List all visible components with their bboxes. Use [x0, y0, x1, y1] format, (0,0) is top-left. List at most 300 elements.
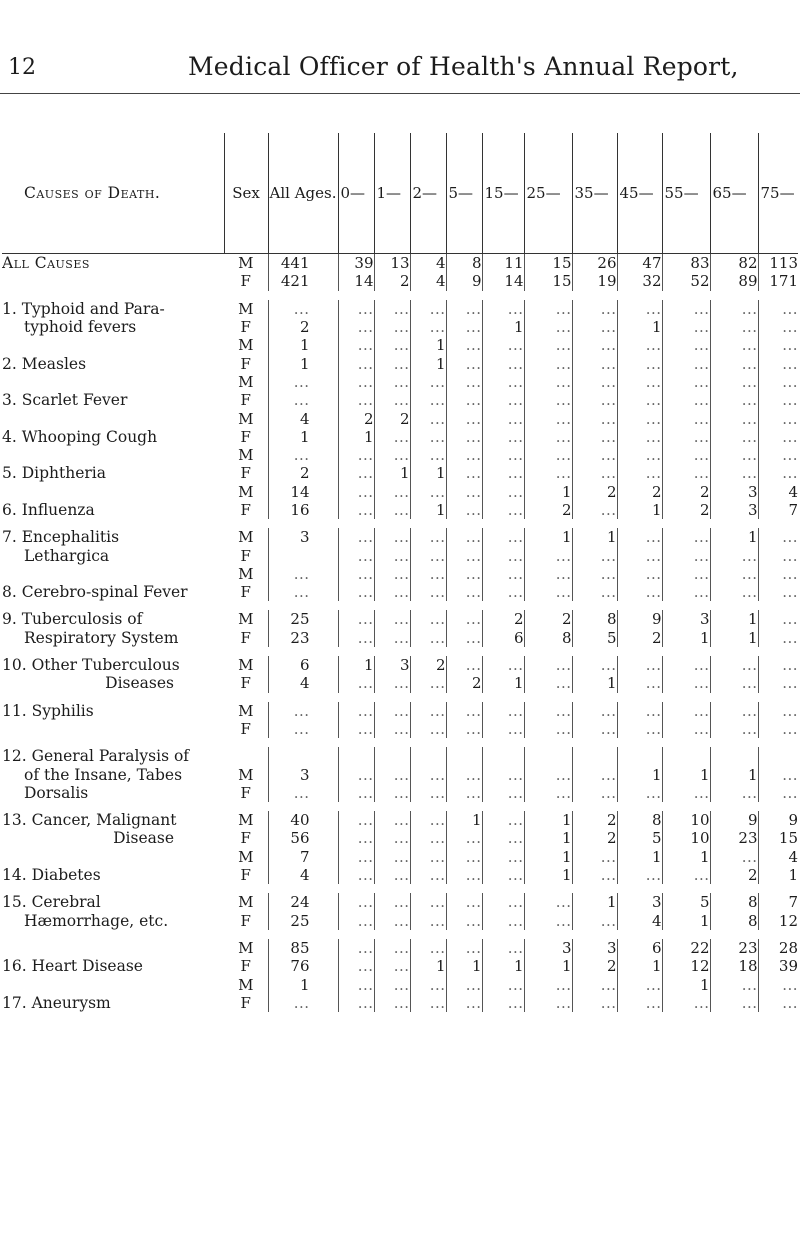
- cause-name: 15. Cerebral: [2, 893, 101, 912]
- age-group-cell: 1: [446, 957, 482, 975]
- age-group-cell: 1: [617, 765, 662, 783]
- age-group-cell: ...: [710, 336, 758, 354]
- age-group-cell: ...: [710, 300, 758, 318]
- age-group-cell: 2: [482, 610, 524, 628]
- age-group-cell: ...: [482, 702, 524, 720]
- age-group-cell: ...: [524, 975, 572, 993]
- age-group-cell: ...: [482, 866, 524, 884]
- sex-cell: F: [240, 783, 251, 802]
- table-row: [2, 409, 798, 427]
- table-row: [2, 354, 798, 372]
- all-ages-cell: 2: [268, 464, 338, 482]
- age-group-cell: 1: [662, 848, 710, 866]
- age-group-cell: ...: [338, 848, 374, 866]
- age-group-cell: 18: [710, 957, 758, 975]
- age-group-cell: ...: [338, 546, 374, 564]
- age-group-cell: ...: [572, 300, 617, 318]
- age-group-cell: 5: [662, 893, 710, 911]
- age-group-cell: 1: [374, 464, 410, 482]
- table-row: [2, 318, 798, 336]
- age-group-cell: 1: [572, 893, 617, 911]
- age-group-cell: ...: [410, 975, 446, 993]
- age-group-cell: ...: [572, 866, 617, 884]
- age-group-cell: ...: [662, 702, 710, 720]
- age-group-cell: ...: [662, 409, 710, 427]
- age-group-cell: ...: [338, 610, 374, 628]
- age-group-cell: 9: [617, 610, 662, 628]
- all-ages-cell: 76: [268, 957, 338, 975]
- age-group-cell: ...: [338, 336, 374, 354]
- spacer-cell: [2, 291, 798, 300]
- age-group-cell: ...: [338, 354, 374, 372]
- header-age-0: 0—: [338, 133, 374, 254]
- table-row: [2, 866, 798, 884]
- age-group-cell: ...: [524, 583, 572, 601]
- age-group-cell: [524, 747, 572, 765]
- sex-cell: F: [240, 546, 251, 565]
- age-group-cell: ...: [572, 975, 617, 993]
- table-row: [2, 629, 798, 647]
- age-group-cell: [338, 747, 374, 765]
- cause-name: [2, 373, 224, 391]
- header-age-65: 65—: [710, 133, 758, 254]
- age-group-cell: ...: [338, 464, 374, 482]
- age-group-cell: ...: [482, 336, 524, 354]
- all-ages-cell: 1: [268, 354, 338, 372]
- header-cause: Causes of Death.: [2, 133, 224, 254]
- age-group-cell: ...: [482, 446, 524, 464]
- age-group-cell: ...: [758, 318, 798, 336]
- age-group-cell: ...: [710, 975, 758, 993]
- age-group-cell: ...: [758, 354, 798, 372]
- age-group-cell: ...: [338, 629, 374, 647]
- age-group-cell: ...: [446, 546, 482, 564]
- age-group-cell: ...: [572, 546, 617, 564]
- cause-name: 13. Cancer, Malignant: [2, 811, 177, 830]
- table-row: [2, 829, 798, 847]
- age-group-cell: ...: [446, 336, 482, 354]
- age-group-cell: ...: [374, 354, 410, 372]
- age-group-cell: ...: [482, 300, 524, 318]
- all-ages-cell: 1: [268, 336, 338, 354]
- cause-name: [2, 939, 224, 957]
- age-group-cell: 3: [524, 939, 572, 957]
- sex-cell: F: [240, 583, 251, 602]
- age-group-cell: ...: [374, 702, 410, 720]
- all-ages-cell: 3: [268, 765, 338, 783]
- age-group-cell: ...: [482, 428, 524, 446]
- age-group-cell: ...: [662, 464, 710, 482]
- age-group-cell: ...: [374, 446, 410, 464]
- age-group-cell: ...: [446, 428, 482, 446]
- age-group-cell: ...: [617, 565, 662, 583]
- age-group-cell: ...: [446, 300, 482, 318]
- age-group-cell: ...: [374, 939, 410, 957]
- age-group-cell: 5: [572, 629, 617, 647]
- age-group-cell: [572, 747, 617, 765]
- age-group-cell: ...: [662, 565, 710, 583]
- table-row: [2, 811, 798, 829]
- all-ages-cell: 6: [268, 656, 338, 674]
- cause-name: [2, 446, 224, 464]
- age-group-cell: ...: [374, 391, 410, 409]
- age-group-cell: ...: [410, 409, 446, 427]
- all-ages-cell: ...: [268, 565, 338, 583]
- age-group-cell: ...: [524, 674, 572, 692]
- sex-cell: M: [238, 765, 254, 784]
- age-group-cell: 4: [410, 272, 446, 290]
- age-group-cell: ...: [572, 720, 617, 738]
- cause-name: of the Insane, Tabes: [24, 765, 183, 784]
- sex-cell: F: [240, 354, 251, 373]
- header-age-55: 55—: [662, 133, 710, 254]
- age-group-cell: 8: [617, 811, 662, 829]
- age-group-cell: ...: [662, 354, 710, 372]
- spacer-row: [2, 802, 798, 811]
- age-group-cell: ...: [374, 546, 410, 564]
- age-group-cell: 22: [662, 939, 710, 957]
- age-group-cell: ...: [662, 318, 710, 336]
- all-ages-cell: 40: [268, 811, 338, 829]
- age-group-cell: ...: [446, 720, 482, 738]
- age-group-cell: ...: [758, 702, 798, 720]
- age-group-cell: ...: [617, 994, 662, 1012]
- sex-cell: M: [238, 409, 254, 428]
- table-row: [2, 300, 798, 318]
- age-group-cell: ...: [662, 720, 710, 738]
- age-group-cell: ...: [410, 912, 446, 930]
- table-row: [2, 464, 798, 482]
- table-row: [2, 546, 798, 564]
- cause-name: 2. Measles: [2, 354, 87, 373]
- age-group-cell: ...: [338, 829, 374, 847]
- cause-name: Respiratory System: [24, 628, 179, 647]
- age-group-cell: ...: [662, 391, 710, 409]
- age-group-cell: ...: [446, 409, 482, 427]
- age-group-cell: ...: [710, 656, 758, 674]
- spacer-cell: [2, 601, 798, 610]
- sex-cell: F: [240, 318, 251, 337]
- age-group-cell: ...: [572, 912, 617, 930]
- age-group-cell: 26: [572, 254, 617, 273]
- all-ages-cell: 2: [268, 318, 338, 336]
- age-group-cell: ...: [482, 720, 524, 738]
- age-group-cell: ...: [710, 409, 758, 427]
- age-group-cell: 12: [758, 912, 798, 930]
- age-group-cell: 1: [662, 765, 710, 783]
- age-group-cell: 1: [410, 354, 446, 372]
- cause-name: All Causes: [2, 254, 90, 273]
- sex-cell: F: [240, 719, 251, 738]
- sex-cell: M: [238, 254, 254, 273]
- age-group-cell: 1: [710, 528, 758, 546]
- age-group-cell: ...: [446, 848, 482, 866]
- age-group-cell: ...: [572, 336, 617, 354]
- age-group-cell: ...: [446, 528, 482, 546]
- table-row: [2, 848, 798, 866]
- sex-cell: F: [240, 993, 251, 1012]
- age-group-cell: ...: [374, 975, 410, 993]
- age-group-cell: ...: [482, 483, 524, 501]
- age-group-cell: 12: [662, 957, 710, 975]
- table-row: [2, 272, 798, 290]
- age-group-cell: ...: [572, 464, 617, 482]
- all-ages-cell: 24: [268, 893, 338, 911]
- sex-cell: M: [238, 564, 254, 583]
- age-group-cell: ...: [410, 939, 446, 957]
- age-group-cell: ...: [338, 528, 374, 546]
- age-group-cell: ...: [446, 464, 482, 482]
- cause-name: 3. Scarlet Fever: [2, 391, 128, 410]
- age-group-cell: ...: [572, 391, 617, 409]
- age-group-cell: ...: [710, 318, 758, 336]
- sex-cell: F: [240, 829, 251, 848]
- age-group-cell: 1: [710, 765, 758, 783]
- age-group-cell: ...: [482, 848, 524, 866]
- age-group-cell: ...: [338, 565, 374, 583]
- age-group-cell: ...: [758, 994, 798, 1012]
- age-group-cell: 1: [482, 318, 524, 336]
- age-group-cell: ...: [482, 765, 524, 783]
- age-group-cell: 2: [374, 272, 410, 290]
- age-group-cell: 2: [524, 501, 572, 519]
- age-group-cell: ...: [572, 583, 617, 601]
- age-group-cell: ...: [662, 300, 710, 318]
- age-group-cell: 2: [524, 610, 572, 628]
- age-group-cell: ...: [374, 674, 410, 692]
- age-group-cell: ...: [338, 994, 374, 1012]
- sex-cell: M: [238, 701, 254, 720]
- age-group-cell: 82: [710, 254, 758, 273]
- age-group-cell: ...: [482, 354, 524, 372]
- age-group-cell: ...: [446, 446, 482, 464]
- age-group-cell: ...: [662, 428, 710, 446]
- age-group-cell: ...: [710, 583, 758, 601]
- spacer-cell: [2, 738, 798, 747]
- sex-cell: M: [238, 656, 254, 675]
- age-group-cell: ...: [374, 318, 410, 336]
- age-group-cell: 14: [482, 272, 524, 290]
- cause-name: [2, 975, 224, 993]
- table-row: [2, 483, 798, 501]
- header-age-2: 2—: [410, 133, 446, 254]
- age-group-cell: 39: [338, 254, 374, 273]
- age-group-cell: ...: [482, 546, 524, 564]
- age-group-cell: 1: [338, 656, 374, 674]
- age-group-cell: ...: [374, 866, 410, 884]
- age-group-cell: ...: [617, 784, 662, 802]
- age-group-cell: 23: [710, 939, 758, 957]
- spacer-row: [2, 601, 798, 610]
- sex-cell: F: [240, 866, 251, 885]
- age-group-cell: 1: [662, 629, 710, 647]
- cause-name: [2, 272, 224, 290]
- age-group-cell: 1: [524, 811, 572, 829]
- all-ages-cell: 25: [268, 912, 338, 930]
- age-group-cell: ...: [374, 373, 410, 391]
- age-group-cell: ...: [410, 893, 446, 911]
- age-group-cell: ...: [617, 528, 662, 546]
- age-group-cell: ...: [446, 373, 482, 391]
- age-group-cell: ...: [446, 765, 482, 783]
- table-body: [2, 254, 798, 1012]
- table-row: [2, 501, 798, 519]
- age-group-cell: ...: [524, 565, 572, 583]
- age-group-cell: 3: [617, 893, 662, 911]
- age-group-cell: ...: [446, 893, 482, 911]
- age-group-cell: ...: [662, 583, 710, 601]
- age-group-cell: 15: [524, 272, 572, 290]
- cause-name: [2, 409, 224, 427]
- age-group-cell: ...: [338, 391, 374, 409]
- age-group-cell: ...: [410, 866, 446, 884]
- age-group-cell: 28: [758, 939, 798, 957]
- age-group-cell: ...: [710, 464, 758, 482]
- age-group-cell: ...: [446, 391, 482, 409]
- header-age-75: 75—: [758, 133, 798, 254]
- age-group-cell: ...: [617, 546, 662, 564]
- age-group-cell: ...: [710, 784, 758, 802]
- sex-cell: M: [238, 528, 254, 547]
- all-ages-cell: 421: [268, 272, 338, 290]
- age-group-cell: 1: [572, 528, 617, 546]
- age-group-cell: ...: [446, 318, 482, 336]
- age-group-cell: ...: [482, 583, 524, 601]
- age-group-cell: ...: [410, 546, 446, 564]
- age-group-cell: 9: [758, 811, 798, 829]
- table-row: [2, 565, 798, 583]
- age-group-cell: ...: [617, 674, 662, 692]
- age-group-cell: ...: [338, 446, 374, 464]
- age-group-cell: ...: [410, 765, 446, 783]
- age-group-cell: 15: [524, 254, 572, 273]
- age-group-cell: ...: [758, 975, 798, 993]
- table-row: [2, 747, 798, 765]
- header-age-5: 5—: [446, 133, 482, 254]
- age-group-cell: ...: [446, 975, 482, 993]
- all-ages-cell: 7: [268, 848, 338, 866]
- age-group-cell: ...: [524, 354, 572, 372]
- age-group-cell: ...: [410, 318, 446, 336]
- sex-cell: F: [240, 427, 251, 446]
- age-group-cell: [482, 747, 524, 765]
- age-group-cell: 1: [617, 318, 662, 336]
- age-group-cell: ...: [617, 866, 662, 884]
- cause-name: 1. Typhoid and Para-: [2, 299, 165, 318]
- age-group-cell: 15: [758, 829, 798, 847]
- table-row: [2, 528, 798, 546]
- age-group-cell: ...: [572, 373, 617, 391]
- age-group-cell: ...: [524, 428, 572, 446]
- sex-cell: M: [238, 811, 254, 830]
- age-group-cell: 6: [482, 629, 524, 647]
- age-group-cell: 2: [617, 483, 662, 501]
- table-row: [2, 994, 798, 1012]
- age-group-cell: ...: [617, 656, 662, 674]
- age-group-cell: ...: [482, 391, 524, 409]
- age-group-cell: 1: [662, 975, 710, 993]
- age-group-cell: ...: [662, 446, 710, 464]
- age-group-cell: 2: [446, 674, 482, 692]
- age-group-cell: ...: [710, 428, 758, 446]
- age-group-cell: ...: [482, 939, 524, 957]
- age-group-cell: ...: [410, 994, 446, 1012]
- age-group-cell: 1: [338, 428, 374, 446]
- age-group-cell: ...: [410, 373, 446, 391]
- age-group-cell: ...: [617, 373, 662, 391]
- all-ages-cell: 56: [268, 829, 338, 847]
- age-group-cell: ...: [524, 446, 572, 464]
- age-group-cell: ...: [758, 610, 798, 628]
- age-group-cell: ...: [446, 610, 482, 628]
- table-row: [2, 674, 798, 692]
- age-group-cell: 10: [662, 829, 710, 847]
- age-group-cell: ...: [410, 583, 446, 601]
- age-group-cell: ...: [338, 674, 374, 692]
- age-group-cell: 1: [572, 674, 617, 692]
- cause-name: 14. Diabetes: [2, 866, 101, 885]
- table-row: [2, 373, 798, 391]
- age-group-cell: ...: [410, 702, 446, 720]
- age-group-cell: 8: [710, 912, 758, 930]
- age-group-cell: ...: [617, 464, 662, 482]
- age-group-cell: ...: [710, 446, 758, 464]
- age-group-cell: ...: [446, 583, 482, 601]
- spacer-cell: [2, 884, 798, 893]
- age-group-cell: ...: [482, 893, 524, 911]
- table-row: [2, 254, 798, 273]
- sex-cell: F: [240, 391, 251, 410]
- age-group-cell: ...: [572, 501, 617, 519]
- spacer-row: [2, 291, 798, 300]
- cause-name: [2, 483, 224, 501]
- age-group-cell: ...: [374, 528, 410, 546]
- age-group-cell: 1: [758, 866, 798, 884]
- age-group-cell: 32: [617, 272, 662, 290]
- age-group-cell: 52: [662, 272, 710, 290]
- age-group-cell: 1: [617, 501, 662, 519]
- age-group-cell: ...: [758, 765, 798, 783]
- age-group-cell: 1: [410, 336, 446, 354]
- age-group-cell: 2: [410, 656, 446, 674]
- page-number: 12: [8, 55, 36, 80]
- age-group-cell: ...: [338, 765, 374, 783]
- header-all-ages: All Ages.: [268, 133, 338, 254]
- age-group-cell: ...: [617, 300, 662, 318]
- age-group-cell: ...: [710, 994, 758, 1012]
- sex-cell: F: [240, 628, 251, 647]
- age-group-cell: 1: [524, 866, 572, 884]
- age-group-cell: ...: [374, 336, 410, 354]
- age-group-cell: 4: [758, 848, 798, 866]
- age-group-cell: ...: [374, 957, 410, 975]
- age-group-cell: ...: [410, 848, 446, 866]
- age-group-cell: 4: [617, 912, 662, 930]
- age-group-cell: ...: [374, 501, 410, 519]
- age-group-cell: ...: [446, 912, 482, 930]
- age-group-cell: ...: [482, 373, 524, 391]
- age-group-cell: ...: [374, 565, 410, 583]
- cause-name: 12. General Paralysis of: [2, 747, 190, 766]
- sex-cell: M: [238, 938, 254, 957]
- age-group-cell: ...: [338, 957, 374, 975]
- age-group-cell: 9: [710, 811, 758, 829]
- age-group-cell: ...: [446, 866, 482, 884]
- sex-cell: M: [238, 372, 254, 391]
- age-group-cell: 14: [338, 272, 374, 290]
- age-group-cell: ...: [338, 702, 374, 720]
- age-group-cell: ...: [758, 720, 798, 738]
